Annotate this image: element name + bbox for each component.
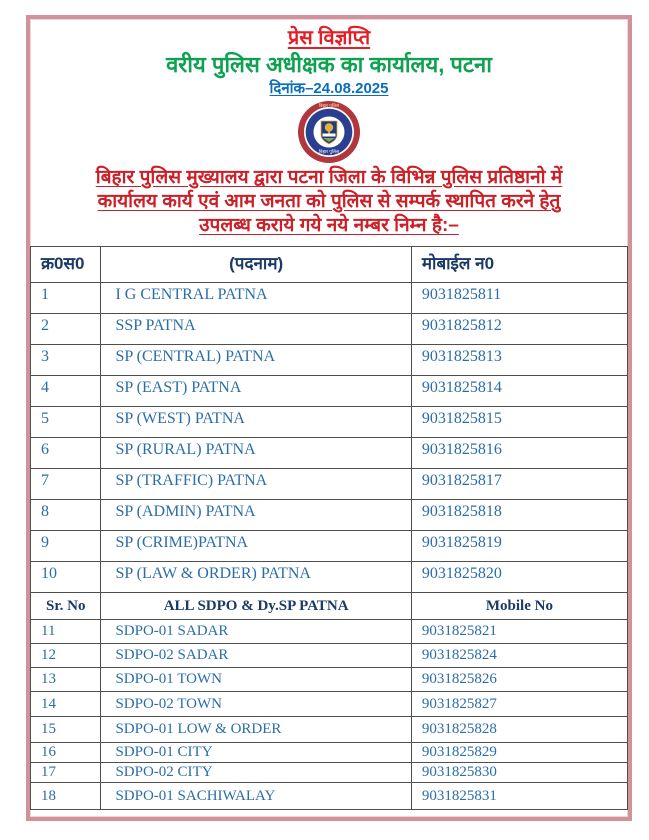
row-mobile: 9031825827 [411, 692, 627, 717]
table-row [31, 783, 628, 810]
row-designation: SSP PATNA [101, 314, 411, 345]
row-mobile: 9031825814 [411, 376, 627, 407]
row-serial: 5 [31, 407, 101, 438]
row-mobile: 9031825828 [411, 717, 627, 743]
row-serial: 13 [31, 668, 101, 692]
row-mobile: 9031825818 [411, 500, 627, 531]
table-row [31, 500, 628, 531]
row-mobile: 9031825812 [411, 314, 627, 345]
row-designation: SP (CRIME)PATNA [101, 531, 411, 562]
contacts-table [30, 246, 628, 810]
row-serial: 9 [31, 531, 101, 562]
intro-line: बिहार पुलिस मुख्यालय द्वारा पटना जिला के विभिन्न पुलिस प्रतिष्ठानो में [95, 167, 563, 188]
row-mobile: 9031825829 [411, 743, 627, 763]
header-mobile: मोबाईल न0 [411, 247, 627, 283]
row-serial: 14 [31, 692, 101, 717]
row-designation: SP (LAW & ORDER) PATNA [101, 562, 411, 593]
row-designation: SDPO-01 SACHIWALAY [101, 783, 411, 810]
row-designation: I G CENTRAL PATNA [101, 283, 411, 314]
row-serial: 7 [31, 469, 101, 500]
row-designation: SP (ADMIN) PATNA [101, 500, 411, 531]
row-serial: 3 [31, 345, 101, 376]
bihar-police-emblem-icon [297, 100, 361, 164]
intro-line: उपलब्ध कराये गये नये नम्बर निम्न है:– [199, 215, 459, 236]
emblem-ring-text-top: बिहार पुलिस [318, 103, 340, 109]
row-serial: 8 [31, 500, 101, 531]
table-row [31, 644, 628, 668]
row-serial: 10 [31, 562, 101, 593]
sdpo-subheader-body [31, 593, 628, 620]
officer-rows [31, 283, 628, 593]
contacts-table-header [31, 247, 628, 283]
header-serial: क्र0स0 [31, 247, 101, 283]
emblem-ring-text-bottom: बिहार पुलिस [318, 149, 340, 154]
sdpo-rows [31, 620, 628, 810]
press-release-title [30, 25, 628, 51]
row-designation: SP (TRAFFIC) PATNA [101, 469, 411, 500]
row-designation: SDPO-02 CITY [101, 763, 411, 783]
row-designation: SP (WEST) PATNA [101, 407, 411, 438]
row-designation: SP (CENTRAL) PATNA [101, 345, 411, 376]
row-serial: 18 [31, 783, 101, 810]
row-mobile: 9031825815 [411, 407, 627, 438]
row-serial: 12 [31, 644, 101, 668]
table-row [31, 763, 628, 783]
logo-container [30, 100, 628, 166]
date-line-text: दिनांक–24.08.2025 [269, 80, 389, 97]
table-row [31, 743, 628, 763]
table-row [31, 407, 628, 438]
row-serial: 17 [31, 763, 101, 783]
page-border-frame [26, 15, 632, 821]
table-row [31, 314, 628, 345]
row-serial: 15 [31, 717, 101, 743]
header-designation: (पदनाम) [101, 247, 411, 283]
table-row [31, 469, 628, 500]
intro-paragraph [30, 166, 628, 238]
row-mobile: 9031825831 [411, 783, 627, 810]
row-designation: SDPO-01 TOWN [101, 668, 411, 692]
row-serial: 2 [31, 314, 101, 345]
subheader-serial: Sr. No [31, 593, 101, 620]
office-title: वरीय पुलिस अधीक्षक का कार्यालय, पटना [166, 52, 492, 77]
row-mobile: 9031825816 [411, 438, 627, 469]
table-row [31, 620, 628, 644]
row-designation: SP (EAST) PATNA [101, 376, 411, 407]
row-designation: SDPO-02 SADAR [101, 644, 411, 668]
subheader-designation: ALL SDPO & Dy.SP PATNA [101, 593, 411, 620]
row-mobile: 9031825820 [411, 562, 627, 593]
row-mobile: 9031825826 [411, 668, 627, 692]
header-row [31, 247, 628, 283]
table-row [31, 531, 628, 562]
row-serial: 4 [31, 376, 101, 407]
subheader-mobile: Mobile No [411, 593, 627, 620]
table-row [31, 283, 628, 314]
row-mobile: 9031825821 [411, 620, 627, 644]
table-row [31, 345, 628, 376]
row-serial: 6 [31, 438, 101, 469]
intro-line: कार्यालय कार्य एवं आम जनता को पुलिस से सम्पर्क स्थापित करने हेतु [97, 191, 561, 212]
table-row [31, 562, 628, 593]
row-designation: SDPO-02 TOWN [101, 692, 411, 717]
row-designation: SDPO-01 CITY [101, 743, 411, 763]
table-row [31, 668, 628, 692]
row-mobile: 9031825830 [411, 763, 627, 783]
row-serial: 16 [31, 743, 101, 763]
press-release-title-text: प्रेस विज्ञप्ति [287, 27, 371, 49]
row-mobile: 9031825813 [411, 345, 627, 376]
table-row [31, 376, 628, 407]
row-mobile: 9031825811 [411, 283, 627, 314]
table-row [31, 438, 628, 469]
row-serial: 1 [31, 283, 101, 314]
table-row [31, 717, 628, 743]
row-serial: 11 [31, 620, 101, 644]
row-designation: SDPO-01 SADAR [101, 620, 411, 644]
row-mobile: 9031825824 [411, 644, 627, 668]
row-designation: SP (RURAL) PATNA [101, 438, 411, 469]
row-designation: SDPO-01 LOW & ORDER [101, 717, 411, 743]
row-mobile: 9031825819 [411, 531, 627, 562]
row-mobile: 9031825817 [411, 469, 627, 500]
table-row [31, 692, 628, 717]
date-line [30, 79, 628, 99]
subheader-row [31, 593, 628, 620]
